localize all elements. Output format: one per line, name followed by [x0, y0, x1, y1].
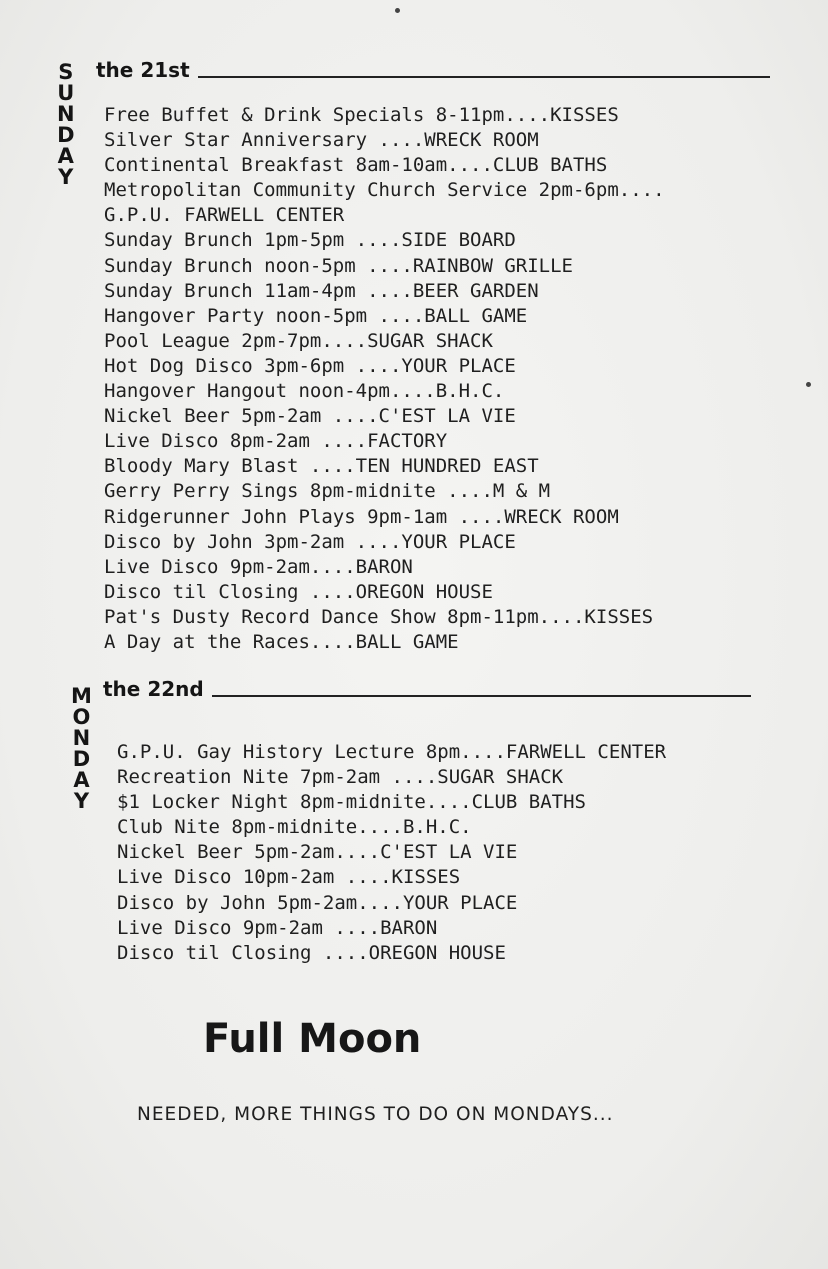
monday-event-item: Disco til Closing ....OREGON HOUSE: [117, 941, 506, 964]
sunday-heading-rule: [198, 76, 770, 78]
sunday-vertical-letter: D: [57, 123, 75, 147]
sunday-vertical-letter: A: [57, 144, 74, 168]
sunday-event-item: G.P.U. FARWELL CENTER: [104, 204, 345, 227]
sunday-event-item: Continental Breakfast 8am-10am....CLUB BATHS: [104, 154, 608, 177]
margin-speck: [806, 382, 811, 387]
monday-vertical-letter: N: [72, 726, 91, 750]
monday-date: the 22nd: [103, 677, 204, 701]
sunday-vertical-label: [57, 62, 75, 188]
monday-vertical-letter: A: [73, 768, 90, 792]
monday-event-item: Nickel Beer 5pm-2am....C'EST LA VIE: [117, 841, 518, 864]
mondays-note: NEEDED, MORE THINGS TO DO ON MONDAYS...: [137, 1104, 614, 1125]
full-moon-title: Full Moon: [203, 1016, 422, 1062]
monday-event-item: Club Nite 8pm-midnite....B.H.C.: [117, 816, 472, 839]
monday-event-item: Recreation Nite 7pm-2am ....SUGAR SHACK: [117, 766, 564, 789]
sunday-event-item: Silver Star Anniversary ....WRECK ROOM: [104, 129, 539, 152]
monday-heading: [103, 677, 751, 701]
margin-speck: [395, 8, 400, 13]
monday-vertical-label: [71, 686, 92, 812]
sunday-vertical-letter: N: [57, 102, 75, 126]
sunday-event-item: Nickel Beer 5pm-2am ....C'EST LA VIE: [104, 405, 516, 428]
sunday-event-item: Pool League 2pm-7pm....SUGAR SHACK: [104, 329, 493, 352]
sunday-event-item: A Day at the Races....BALL GAME: [104, 630, 459, 653]
sunday-event-item: Sunday Brunch noon-5pm ....RAINBOW GRILLE: [104, 254, 573, 277]
sunday-date: the 21st: [96, 58, 190, 82]
sunday-event-item: Disco by John 3pm-2am ....YOUR PLACE: [104, 530, 516, 553]
sunday-heading: [96, 58, 770, 82]
sunday-event-item: Hangover Hangout noon-4pm....B.H.C.: [104, 380, 505, 403]
sunday-event-item: Sunday Brunch 1pm-5pm ....SIDE BOARD: [104, 229, 516, 252]
monday-event-item: Live Disco 10pm-2am ....KISSES: [117, 866, 461, 889]
monday-vertical-letter: O: [72, 705, 91, 729]
monday-event-item: G.P.U. Gay History Lecture 8pm....FARWELL CENTER: [117, 741, 667, 763]
monday-heading-rule: [212, 695, 751, 697]
sunday-event-item: Sunday Brunch 11am-4pm ....BEER GARDEN: [104, 279, 539, 302]
sunday-vertical-letter: Y: [58, 165, 74, 189]
sunday-event-item: Live Disco 9pm-2am....BARON: [104, 555, 413, 578]
monday-vertical-letter: D: [72, 747, 91, 771]
monday-event-item: Disco by John 5pm-2am....YOUR PLACE: [117, 891, 518, 914]
sunday-event-item: Bloody Mary Blast ....TEN HUNDRED EAST: [104, 455, 539, 478]
sunday-event-list: [104, 103, 665, 655]
sunday-event-item: Gerry Perry Sings 8pm-midnite ....M & M: [104, 480, 551, 503]
monday-event-item: $1 Locker Night 8pm-midnite....CLUB BATHS: [117, 791, 586, 814]
monday-vertical-letter: Y: [73, 789, 90, 813]
monday-event-item: Live Disco 9pm-2am ....BARON: [117, 916, 438, 939]
sunday-event-item: Disco til Closing ....OREGON HOUSE: [104, 580, 493, 603]
sunday-event-item: Pat's Dusty Record Dance Show 8pm-11pm....KISSES: [104, 605, 654, 628]
sunday-event-item: Metropolitan Community Church Service 2pm-6pm....: [104, 179, 665, 202]
sunday-event-item: Hot Dog Disco 3pm-6pm ....YOUR PLACE: [104, 354, 516, 377]
monday-vertical-letter: M: [71, 684, 92, 708]
sunday-event-item: Live Disco 8pm-2am ....FACTORY: [104, 430, 448, 453]
sunday-vertical-letter: S: [58, 60, 74, 84]
sunday-vertical-letter: U: [57, 81, 75, 105]
sunday-event-item: Free Buffet & Drink Specials 8-11pm....KISSES: [104, 104, 619, 126]
monday-event-list: [117, 740, 666, 966]
sunday-event-item: Ridgerunner John Plays 9pm-1am ....WRECK ROOM: [104, 505, 619, 528]
sunday-event-item: Hangover Party noon-5pm ....BALL GAME: [104, 304, 528, 327]
